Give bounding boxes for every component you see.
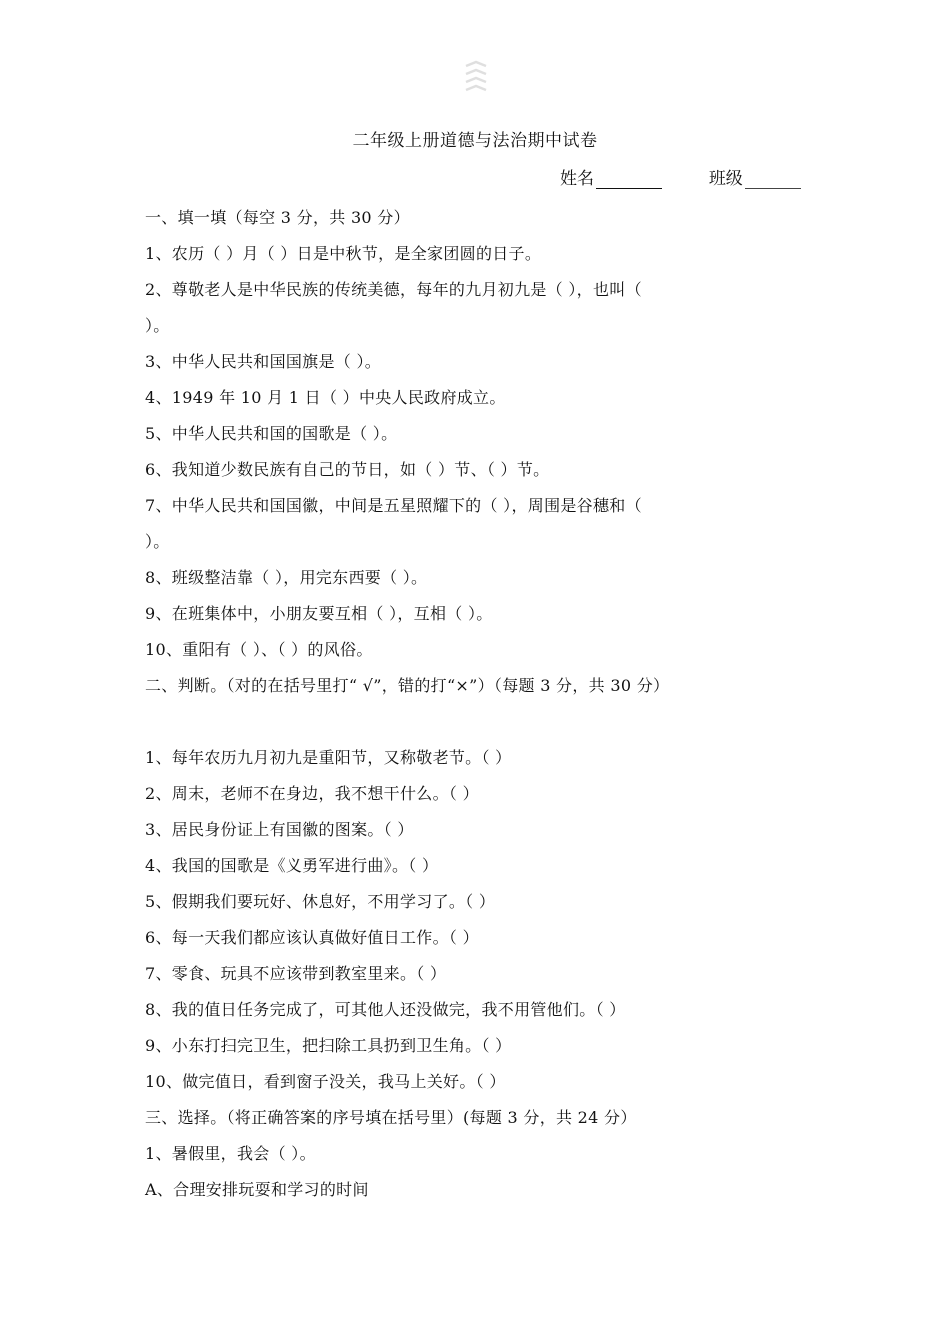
watermark-logo-icon: [462, 60, 490, 94]
s1-question-6: 6、我知道少数民族有自己的节日，如（ ）节、（ ）节。: [145, 460, 550, 479]
s1-question-3: 3、中华人民共和国国旗是（ ）。: [145, 352, 382, 371]
s2-question-8: 8、我的值日任务完成了，可其他人还没做完，我不用管他们。（ ）: [145, 1000, 626, 1019]
section2-heading: 二、判断。（对的在括号里打“ √”，错的打“×”）（每题 3 分，共 30 分）: [145, 676, 670, 695]
s2-question-5: 5、假期我们要玩好、休息好，不用学习了。（ ）: [145, 892, 496, 911]
s3-question-1-option-a: A、合理安排玩耍和学习的时间: [145, 1180, 369, 1199]
class-label: 班级: [708, 169, 743, 189]
class-field[interactable]: [745, 170, 801, 189]
name-label: 姓名: [560, 169, 594, 189]
s2-question-9: 9、小东打扫完卫生，把扫除工具扔到卫生角。（ ）: [145, 1036, 512, 1055]
s2-question-10: 10、做完值日，看到窗子没关，我马上关好。（ ）: [145, 1072, 506, 1091]
s1-question-2: 2、尊敬老人是中华民族的传统美德，每年的九月初九是（ ），也叫（: [145, 280, 642, 299]
s1-question-4: 4、1949 年 10 月 1 日（ ）中央人民政府成立。: [145, 388, 506, 407]
s2-question-1: 1、每年农历九月初九是重阳节，又称敬老节。（ ）: [145, 748, 512, 767]
s1-question-8: 8、班级整洁靠（ ），用完东西要（ ）。: [145, 568, 428, 587]
s1-question-10: 10、重阳有（ ）、（ ）的风俗。: [145, 640, 373, 659]
s2-question-3: 3、居民身份证上有国徽的图案。（ ）: [145, 820, 414, 839]
s1-question-7: 7、中华人民共和国国徽，中间是五星照耀下的（ ），周围是谷穗和（: [145, 496, 642, 515]
page-title: 二年级上册道德与法治期中试卷: [352, 131, 598, 151]
s1-question-9: 9、在班集体中，小朋友要互相（ ），互相（ ）。: [145, 604, 493, 623]
name-field[interactable]: [596, 170, 662, 189]
s2-question-4: 4、我国的国歌是《义勇军进行曲》。（ ）: [145, 856, 439, 875]
section3-heading: 三、选择。（将正确答案的序号填在括号里）(每题 3 分，共 24 分）: [145, 1108, 637, 1127]
s1-question-5: 5、中华人民共和国的国歌是（ ）。: [145, 424, 398, 443]
student-info-row: [560, 164, 801, 189]
s1-question-7-cont: ）。: [145, 532, 170, 551]
s2-question-6: 6、每一天我们都应该认真做好值日工作。（ ）: [145, 928, 479, 947]
s3-question-1: 1、暑假里，我会（ ）。: [145, 1144, 316, 1163]
s1-question-2-cont: ）。: [145, 316, 170, 335]
s1-question-1: 1、农历（ ）月（ ）日是中秋节，是全家团圆的日子。: [145, 244, 542, 263]
section1-heading: 一、填一填（每空 3 分，共 30 分）: [145, 208, 410, 227]
s2-question-7: 7、零食、玩具不应该带到教室里来。（ ）: [145, 964, 447, 983]
s2-question-2: 2、周末，老师不在身边，我不想干什么。（ ）: [145, 784, 479, 803]
